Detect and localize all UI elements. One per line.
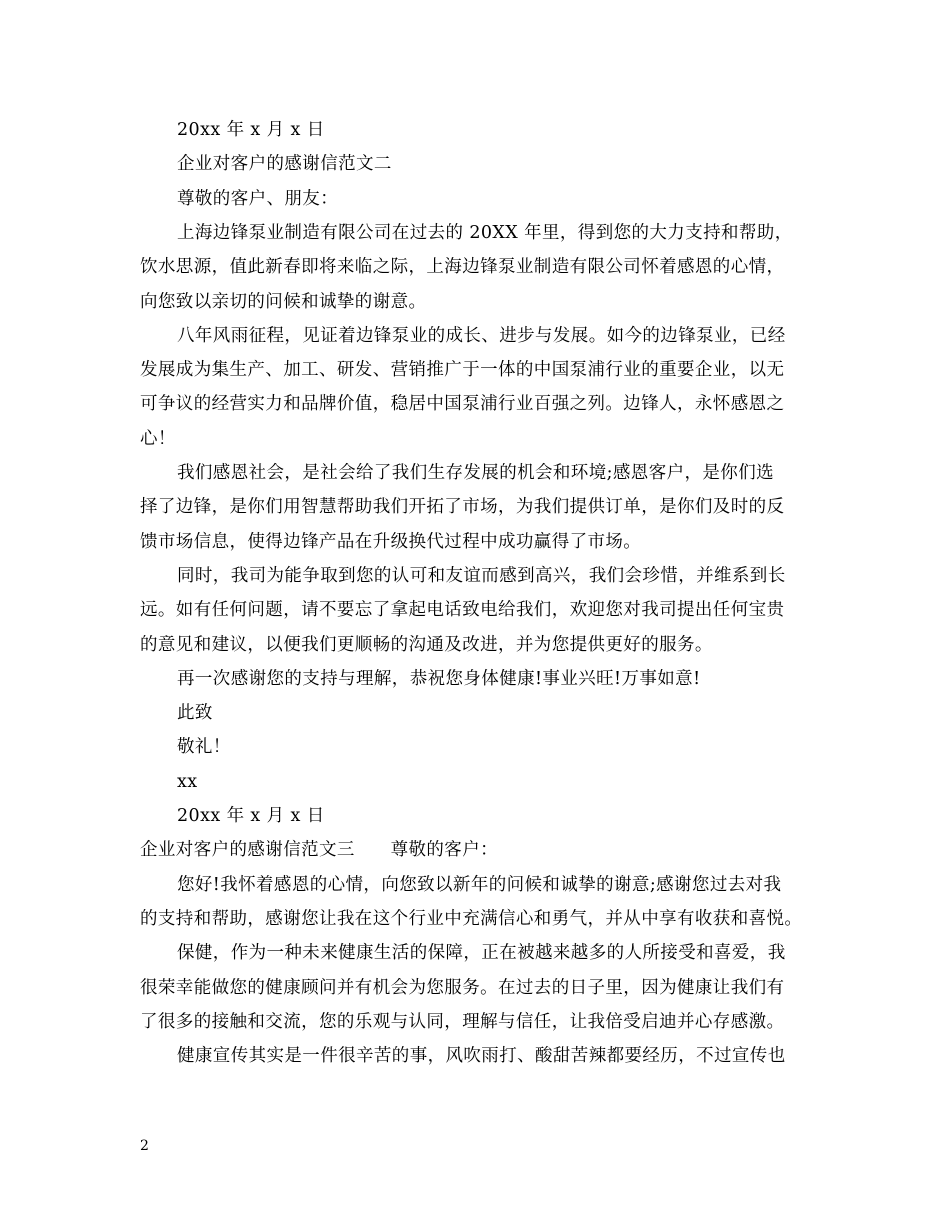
text-line: 了很多的接触和交流，您的乐观与认同，理解与信任，让我倍受启迪并心存感激。 [140,1011,785,1032]
text-line: 馈市场信息，使得边锋产品在升级换代过程中成功赢得了市场。 [140,531,642,552]
text-line: 保健，作为一种未来健康生活的保障，正在被越来越多的人所接受和喜爱，我 [177,943,786,964]
text-line: 企业对客户的感谢信范文二 [177,154,392,175]
text-line: 很荣幸能做您的健康顾问并有机会为您服务。在过去的日子里，因为健康让我们有 [140,977,785,998]
text-line: 上海边锋泵业制造有限公司在过去的 20XX 年里，得到您的大力支持和帮助， [177,222,793,243]
page-number: 2 [140,1138,149,1154]
text-line: 尊敬的客户、朋友： [177,188,339,209]
text-line: 20xx 年 x 月 x 日 [177,120,325,140]
text-line: 再一次感谢您的支持与理解，恭祝您身体健康!事业兴旺!万事如意! [177,668,701,689]
text-line: 择了边锋，是你们用智慧帮助我们开拓了市场，为我们提供订单，是你们及时的反 [140,497,785,518]
text-line: 八年风雨征程，见证着边锋泵业的成长、进步与发展。如今的边锋泵业，已经 [177,325,786,346]
text-line: 向您致以亲切的问候和诚挚的谢意。 [140,291,427,312]
text-line: 同时，我司为能争取到您的认可和友谊而感到高兴，我们会珍惜，并维系到长 [177,565,786,586]
text-line: 心！ [140,428,176,449]
text-line: 健康宣传其实是一件很辛苦的事，风吹雨打、酸甜苦辣都要经历，不过宣传也 [177,1046,786,1067]
text-line: 饮水思源，值此新春即将来临之际，上海边锋泵业制造有限公司怀着感恩的心情， [140,257,785,278]
text-line: 的支持和帮助，感谢您让我在这个行业中充满信心和勇气，并从中享有收获和喜悦。 [140,908,803,929]
text-line: 敬礼！ [177,737,231,758]
text-line: 我们感恩社会，是社会给了我们生存发展的机会和环境;感恩客户，是你们选 [177,463,774,483]
text-line: 可争议的经营实力和品牌价值，稳居中国泵浦行业百强之列。边锋人，永怀感恩之 [140,394,785,415]
text-line: 企业对客户的感谢信范文三 尊敬的客户： [140,840,498,861]
text-line: 远。如有任何问题，请不要忘了拿起电话致电给我们，欢迎您对我司提出任何宝贵 [140,600,785,621]
text-line: 您好!我怀着感恩的心情，向您致以新年的问候和诚挚的谢意;感谢您过去对我 [177,874,782,895]
text-line: xx [177,771,198,792]
text-line: 此致 [177,703,213,724]
text-line: 发展成为集生产、加工、研发、营销推广于一体的中国泵浦行业的重要企业，以无 [140,360,785,381]
text-line: 20xx 年 x 月 x 日 [177,806,325,826]
text-line: 的意见和建议，以便我们更顺畅的沟通及改进，并为您提供更好的服务。 [140,634,713,655]
